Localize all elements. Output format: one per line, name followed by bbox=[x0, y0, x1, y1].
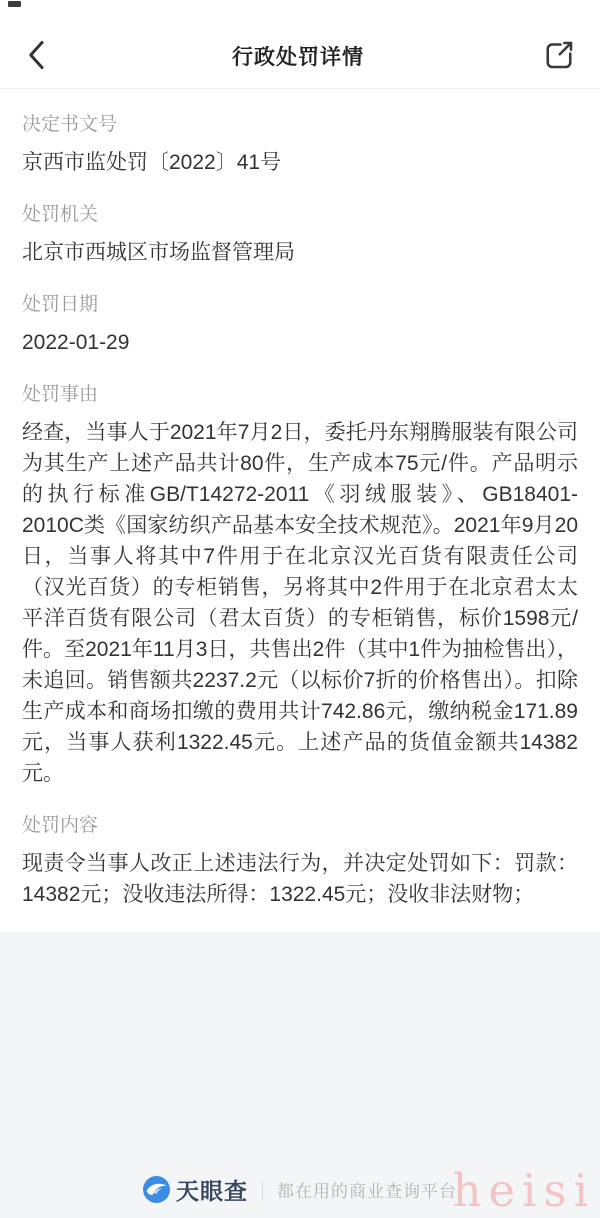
brand-name: 天眼查 bbox=[176, 1178, 248, 1204]
field-value: 经查，当事人于2021年7月2日，委托丹东翔腾服装有限公司为其生产上述产品共计80件，生产成本75元/件。产品明示的执行标准GB/T14272-2011《羽绒服装》、GB18401-2010C类《国家纺织产品基本安全技术规范》。2021年9月20日，当事人将其中7件用于在北京汉光百货有限责任公司（汉光百货）的专柜销售，另将其中2件用于在北京君太太平洋百货有限公司（君太百货）的专柜销售，标价1598元/件。至2021年11月3日，共售出2件（其中1件为抽检售出），未追回。销售额共2237.2元（以标价7折的价格售出）。扣除生产成本和商场扣缴的费用共计742.86元，缴纳税金171.89元，当事人获利1322.45元。上述产品的货值金额共14382元。 bbox=[22, 421, 578, 785]
app-header bbox=[0, 0, 600, 89]
field-penalty-date bbox=[22, 293, 578, 358]
tianyancha-logo-icon bbox=[143, 1176, 170, 1203]
brand-tagline: 都在用的商业查询平台 bbox=[277, 1182, 457, 1201]
field-penalty-content bbox=[22, 814, 578, 910]
field-penalty-reason bbox=[22, 383, 578, 789]
field-label: 处罚事由 bbox=[22, 384, 99, 405]
share-button[interactable] bbox=[536, 33, 582, 79]
field-penalty-authority bbox=[22, 203, 578, 268]
field-value: 现责令当事人改正上述违法行为，并决定处罚如下：罚款：14382元；没收违法所得：1322.45元；没收非法财物； bbox=[22, 852, 578, 906]
statusbar-artifact bbox=[8, 1, 21, 7]
share-icon bbox=[541, 37, 577, 76]
watermark-text: heisi bbox=[452, 1164, 595, 1217]
page-title: 行政处罚详情 bbox=[232, 46, 364, 69]
back-button[interactable] bbox=[14, 33, 60, 79]
field-value: 北京市西城区市场监督管理局 bbox=[22, 241, 295, 264]
penalty-detail-content bbox=[0, 89, 600, 932]
bottom-area bbox=[0, 932, 600, 1218]
field-label: 处罚机关 bbox=[22, 204, 99, 225]
field-label: 处罚内容 bbox=[22, 815, 99, 836]
field-decision-number bbox=[22, 113, 578, 178]
field-label: 处罚日期 bbox=[22, 294, 99, 315]
brand-divider bbox=[262, 1180, 263, 1200]
chevron-left-icon bbox=[22, 35, 52, 78]
field-label: 决定书文号 bbox=[22, 114, 118, 135]
footer-brandbar bbox=[0, 1173, 600, 1206]
field-value: 2022-01-29 bbox=[22, 331, 130, 354]
field-value: 京西市监处罚〔2022〕41号 bbox=[22, 151, 282, 174]
